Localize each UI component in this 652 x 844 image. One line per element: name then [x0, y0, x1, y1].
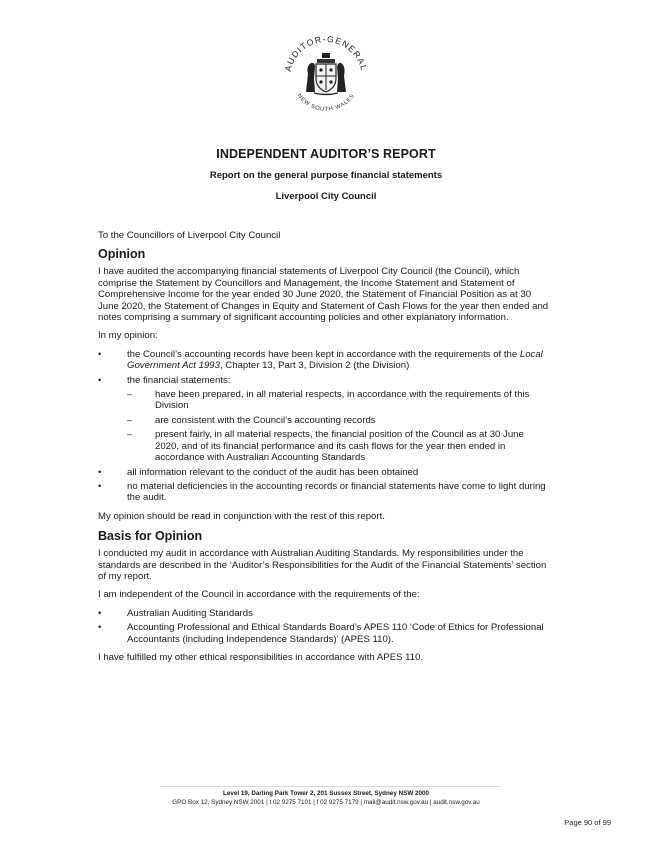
sub-list-item — [127, 389, 550, 412]
opinion-bullet-2-text: the financial statements: — [127, 374, 231, 386]
basis-paragraph-1: I conducted my audit in accordance with Australian Auditing Standards. My responsibilities under the standards are described in the ‘Auditor’s Responsibilities for the Audit of the Financial Statements’ section of my report. — [98, 548, 547, 582]
seal-top-text: AUDITOR-GENERAL — [282, 33, 370, 73]
dash-icon: – — [127, 414, 133, 426]
report-subtitle: Report on the general purpose financial statements — [209, 170, 443, 181]
sub-list-item — [127, 415, 550, 426]
sub-list-item — [127, 429, 550, 463]
coat-of-arms-icon — [306, 53, 346, 95]
opinion-intro: I have audited the accompanying financial statements of Liverpool City Council (the Council), which comprise the Statement by Councillors and Management, the Income Statement and Statement of Comprehensive Income for the year ended 30 June 2020, the Statement of Financial Position as at 30 June 2020, the Statement of Changes in Equity and Statement of Cash Flows for the year then ended and notes comprising a summary of significant accounting policies and other explanatory information. — [98, 266, 549, 324]
seal-bottom-text: NEW SOUTH WALES — [295, 92, 357, 113]
footer-address: Level 19, Darling Park Tower 2, 201 Sussex Street, Sydney NSW 2000 — [222, 790, 430, 797]
svg-text:NEW SOUTH WALES — [296, 93, 356, 113]
sub-item-text: present fairly, in all material respects, the financial position of the Council as at 30 June 2020, and of its financial performance and its cash flows for the year then ended in accordance with Australian Accounting Standards — [155, 429, 524, 464]
report-title: INDEPENDENT AUDITOR’S REPORT — [216, 147, 436, 161]
basis-list — [98, 608, 550, 645]
opinion-bullet-1-text-a: the Council’s accounting records have been kept in accordance with the requirements of the — [127, 348, 520, 360]
list-item — [98, 481, 550, 504]
basis-paragraph-3: I have fulfilled my other ethical responsibilities in accordance with APES 110. — [98, 651, 424, 663]
report-body — [98, 230, 550, 670]
footer-contact: GPO Box 12, Sydney NSW 2001 | t 02 9275 7101 | f 02 9275 7179 | mail@audit.nsw.gov.au | audit.nsw.gov.au — [172, 799, 480, 806]
bullet-icon: • — [98, 348, 102, 360]
basis-heading: Basis for Opinion — [98, 529, 203, 544]
bullet-icon: • — [98, 480, 102, 492]
bullet-icon: • — [98, 622, 102, 634]
entity-name: Liverpool City Council — [275, 191, 377, 202]
basis-bullet-text: Accounting Professional and Ethical Standards Board’s APES 110 ‘Code of Ethics for Professional Accountants (including Independence Standards)’ (APES 110). — [127, 622, 544, 645]
dash-icon: – — [127, 389, 133, 401]
list-item — [98, 622, 550, 645]
list-item — [98, 467, 550, 478]
opinion-closing: My opinion should be read in conjunction with the rest of this report. — [98, 510, 385, 522]
act-name: Local Government Act 1993 — [127, 348, 543, 372]
opinion-bullet-1-text-b: , Chapter 13, Part 3, Division 2 (the Division) — [219, 360, 410, 372]
addressee: To the Councillors of Liverpool City Council — [98, 230, 281, 241]
opinion-bullet-3-text: all information relevant to the conduct of the audit has been obtained — [127, 466, 419, 478]
bullet-icon: • — [98, 607, 102, 619]
opinion-bullet-4-text: no material deficiencies in the accounting records or financial statements have come to light during the audit. — [127, 480, 546, 504]
list-item — [98, 375, 550, 464]
sub-list — [127, 389, 550, 463]
dash-icon: – — [127, 429, 133, 441]
opinion-heading: Opinion — [98, 247, 146, 262]
sub-item-text: are consistent with the Council’s accounting records — [155, 414, 376, 426]
bullet-icon: • — [98, 466, 102, 478]
auditor-general-seal-logo — [276, 26, 376, 126]
basis-bullet-text: Australian Auditing Standards — [127, 607, 253, 619]
list-item — [98, 349, 550, 372]
basis-paragraph-2: I am independent of the Council in accordance with the requirements of the: — [98, 589, 420, 601]
bullet-icon: • — [98, 374, 102, 386]
opinion-list — [98, 349, 550, 504]
opinion-lead: In my opinion: — [98, 330, 158, 342]
sub-item-text: have been prepared, in all material respects, in accordance with the requirements of this Division — [155, 389, 530, 412]
page-number: Page 90 of 99 — [564, 818, 611, 827]
list-item — [98, 608, 550, 619]
footer-divider — [160, 786, 500, 787]
